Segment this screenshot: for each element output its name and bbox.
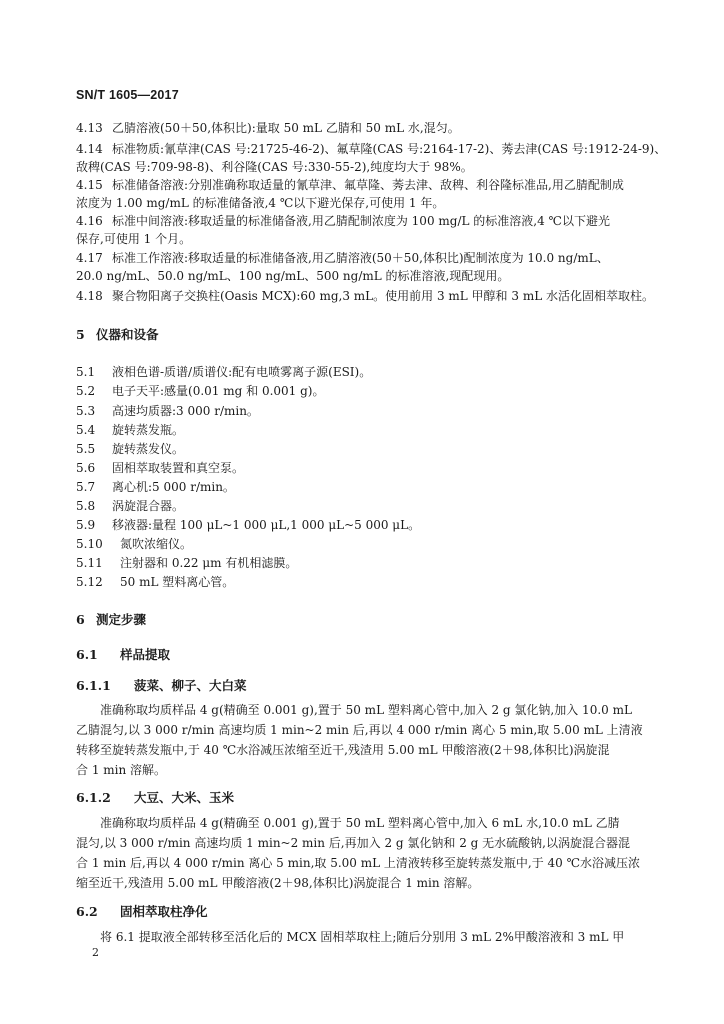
clause-number: 4.15 bbox=[76, 178, 103, 192]
section-6-heading: 6 测定步骤 bbox=[76, 612, 147, 627]
clause-4-13 bbox=[76, 120, 646, 136]
clause-5-12: 5.12 50 mL 塑料离心管。 bbox=[76, 575, 235, 589]
paragraph-6-1-2-line: 合 1 min 后,再以 4 000 r/min 离心 5 min,取 5.00 mL 上清液转移至旋转蒸发瓶中,于 40 ℃水浴减压浓 bbox=[76, 856, 641, 870]
clause-5-4: 5.4 旋转蒸发瓶。 bbox=[76, 423, 185, 437]
clause-text: 标准物质:氰草津(CAS 号:21725-46-2)、氟草隆(CAS 号:2164-17-2)、莠去津(CAS 号:1912-24-9)、 bbox=[112, 142, 667, 156]
clause-4-14-cont: 敌稗(CAS 号:709-98-8)、利谷隆(CAS 号:330-55-2),纯度均大于 98%。 bbox=[76, 160, 473, 174]
clause-5-7: 5.7 离心机:5 000 r/min。 bbox=[76, 480, 235, 494]
clause-4-14 bbox=[76, 141, 667, 157]
paragraph-6-2-line: 将 6.1 提取液全部转移至活化后的 MCX 固相萃取柱上;随后分别用 3 mL 2%甲酸溶液和 3 mL 甲 bbox=[100, 930, 625, 944]
section-5-heading: 5 仪器和设备 bbox=[76, 327, 159, 342]
standard-code-header: SN/T 1605—2017 bbox=[76, 88, 179, 102]
clause-text: 标准储备溶液:分别准确称取适量的氰草津、氟草隆、莠去津、敌稗、利谷隆标准品,用乙腈配制成 bbox=[112, 178, 624, 192]
clause-5-2: 5.2 电子天平:感量(0.01 mg 和 0.001 g)。 bbox=[76, 384, 325, 398]
paragraph-6-1-2-line: 混匀,以 3 000 r/min 高速均质 1 min~2 min 后,再加入 2 g 氯化钠和 2 g 无水硫酸钠,以涡旋混合器混 bbox=[76, 836, 630, 850]
clause-5-10: 5.10 氮吹浓缩仪。 bbox=[76, 537, 193, 551]
paragraph-6-1-1-line: 乙腈混匀,以 3 000 r/min 高速均质 1 min~2 min 后,再以 4 000 r/min 离心 5 min,取 5.00 mL 上清液 bbox=[76, 723, 643, 737]
clause-number: 4.13 bbox=[76, 121, 103, 135]
clause-text: 聚合物阳离子交换柱(Oasis MCX):60 mg,3 mL。使用前用 3 mL 甲醇和 3 mL 水活化固相萃取柱。 bbox=[112, 289, 654, 303]
paragraph-6-1-2-line: 缩至近干,残渣用 5.00 mL 甲酸溶液(2＋98,体积比)涡旋混合 1 min 溶解。 bbox=[76, 876, 480, 890]
subsection-6-2-heading: 6.2 固相萃取柱净化 bbox=[76, 904, 208, 919]
subsection-6-1-2-heading: 6.1.2 大豆、大米、玉米 bbox=[76, 790, 235, 805]
clause-4-16-cont: 保存,可使用 1 个月。 bbox=[76, 232, 192, 246]
clause-number: 4.18 bbox=[76, 289, 103, 303]
clause-4-17-cont: 20.0 ng/mL、50.0 ng/mL、100 ng/mL、500 ng/mL 的标准溶液,现配现用。 bbox=[76, 269, 510, 283]
clause-5-9: 5.9 移液器:量程 100 μL~1 000 μL,1 000 μL~5 000 μL。 bbox=[76, 518, 421, 532]
paragraph-6-1-1-line: 准确称取均质样品 4 g(精确至 0.001 g),置于 50 mL 塑料离心管中,加入 2 g 氯化钠,加入 10.0 mL bbox=[100, 703, 632, 717]
page-number: 2 bbox=[92, 946, 99, 959]
clause-4-17 bbox=[76, 250, 646, 266]
clause-5-11: 5.11 注射器和 0.22 μm 有机相滤膜。 bbox=[76, 556, 298, 570]
clause-text: 标准工作溶液:移取适量的标准储备液,用乙腈溶液(50＋50,体积比)配制浓度为 10.0 ng/mL、 bbox=[112, 251, 609, 265]
paragraph-6-1-1-line: 转移至旋转蒸发瓶中,于 40 ℃水浴减压浓缩至近干,残渣用 5.00 mL 甲酸溶液(2＋98,体积比)涡旋混 bbox=[76, 743, 610, 757]
clause-4-15 bbox=[76, 177, 646, 193]
clause-number: 4.16 bbox=[76, 214, 103, 228]
clause-4-16 bbox=[76, 213, 646, 229]
subsection-6-1-heading: 6.1 样品提取 bbox=[76, 647, 171, 662]
subsection-6-1-1-heading: 6.1.1 菠菜、柳子、大白菜 bbox=[76, 678, 247, 693]
clause-5-8: 5.8 涡旋混合器。 bbox=[76, 499, 185, 513]
clause-text: 乙腈溶液(50＋50,体积比):量取 50 mL 乙腈和 50 mL 水,混匀。 bbox=[112, 121, 460, 135]
clause-5-6: 5.6 固相萃取装置和真空泵。 bbox=[76, 461, 245, 475]
clause-number: 4.14 bbox=[76, 142, 103, 156]
clause-text: 标准中间溶液:移取适量的标准储备液,用乙腈配制浓度为 100 mg/L 的标准溶液,4 ℃以下避光 bbox=[112, 214, 610, 228]
paragraph-6-1-2-line: 准确称取均质样品 4 g(精确至 0.001 g),置于 50 mL 塑料离心管中,加入 6 mL 水,10.0 mL 乙腈 bbox=[100, 816, 620, 830]
paragraph-6-1-1-line: 合 1 min 溶解。 bbox=[76, 763, 167, 777]
clause-5-3: 5.3 高速均质器:3 000 r/min。 bbox=[76, 404, 259, 418]
clause-4-18 bbox=[76, 288, 654, 304]
clause-5-5: 5.5 旋转蒸发仪。 bbox=[76, 442, 185, 456]
clause-4-15-cont: 浓度为 1.00 mg/mL 的标准储备液,4 ℃以下避光保存,可使用 1 年。 bbox=[76, 196, 445, 210]
clause-5-1: 5.1 液相色谱-质谱/质谱仪:配有电喷雾离子源(ESI)。 bbox=[76, 365, 372, 379]
clause-number: 4.17 bbox=[76, 251, 103, 265]
